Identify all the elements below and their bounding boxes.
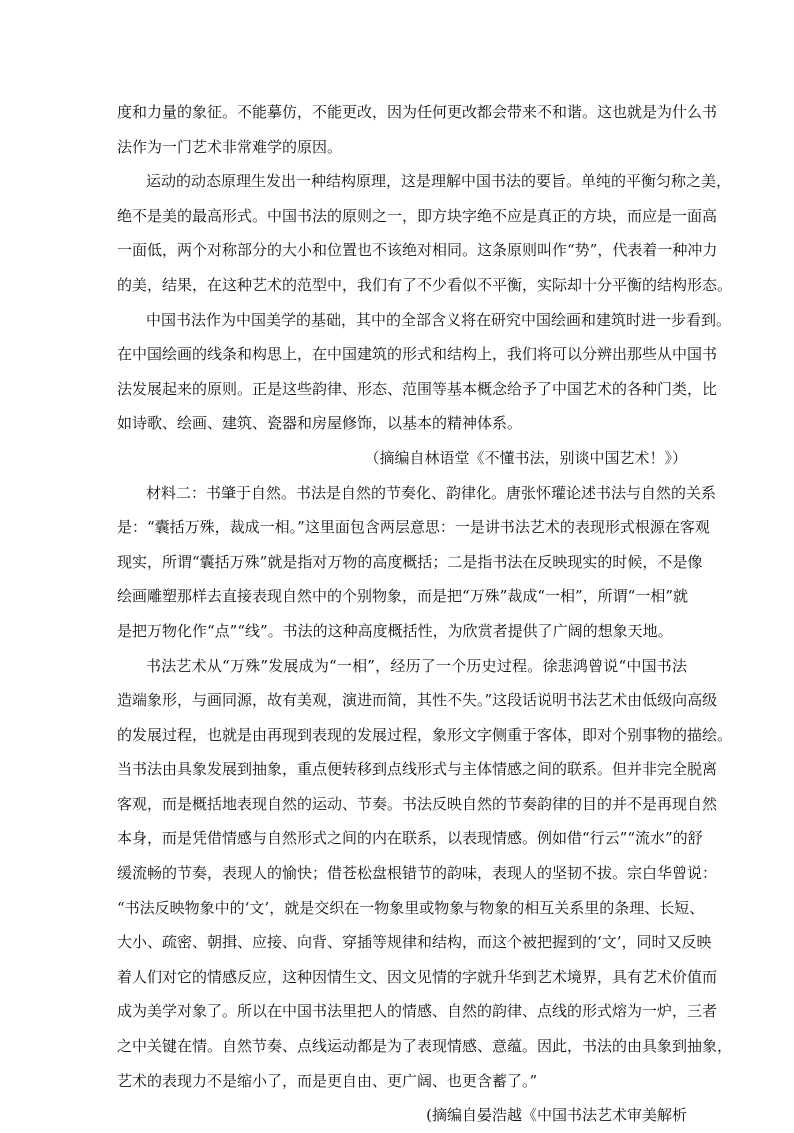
text-line: 大小、疏密、朝揖、应接、向背、穿插等规律和结构，而这个被把握到的‘文’，同时又反映: [117, 933, 712, 952]
text-line: 造端象形，与画同源，故有美观，演进而简，其性不失。”这段话说明书法艺术由低级向高级: [117, 691, 718, 710]
text-line: 法发展起来的原则。正是这些韵律、形态、范围等基本概念给予了中国艺术的各种门类，比: [117, 379, 718, 398]
text-line: 的美，结果，在这种艺术的范型中，我们有了不少看似不平衡，实际却十分平衡的结构形态。: [117, 275, 733, 294]
text-line: 艺术的表现力不是缩小了，而是更自由、更广阔、也更含蓄了。”: [117, 1071, 538, 1090]
text-line: 中国书法作为中国美学的基础，其中的全部含义将在研究中国绘画和建筑时进一步看到。: [146, 310, 732, 329]
text-line: 在中国绘画的线条和构思上，在中国建筑的形式和结构上，我们将可以分辨出那些从中国书: [117, 345, 718, 364]
text-line: 成为美学对象了。所以在中国书法里把人的情感、自然的韵律、点线的形式熔为一炉，三者: [117, 1002, 718, 1021]
text-line: 如诗歌、绘画、建筑、瓷器和房屋修饰，以基本的精神体系。: [117, 414, 523, 433]
source-citation: （摘编自林语堂《不懂书法，别谈中国艺术！》）: [364, 448, 687, 467]
text-line: 运动的动态原理生发出一种结构原理，这是理解中国书法的要旨。单纯的平衡匀称之美，: [146, 172, 732, 191]
text-line: 现实，所谓“囊括万殊”就是指对万物的高度概括；二是指书法在反映现实的时候，不是像: [117, 552, 703, 571]
text-line: 是：“囊括万殊，裁成一相。”这里面包含两层意思：一是讲书法艺术的表现形式根源在客观: [117, 518, 710, 537]
text-line: 当书法由具象发展到抽象，重点便转移到点线形式与主体情感之间的联系。但并非完全脱离: [117, 760, 718, 779]
text-line: 绝不是美的最高形式。中国书法的原则之一，即方块字绝不应是真正的方块，而应是一面高: [117, 206, 718, 225]
text-line: 的发展过程，也就是由再现到表现的发展过程，象形文字侧重于客体，即对个别事物的描绘。: [117, 725, 733, 744]
text-line: 本身，而是凭借情感与自然形式之间的内在联系，以表现情感。例如借“行云”“流水”的舒: [117, 829, 703, 848]
text-line: 绘画雕塑那样去直接表现自然中的个别物象，而是把“万殊”裁成“一相”，所谓“一相”就: [117, 587, 689, 606]
article-text: [117, 95, 733, 1133]
text-line: 度和力量的象征。不能摹仿，不能更改，因为任何更改都会带来不和谐。这也就是为什么书: [117, 103, 718, 121]
text-line: “书法反映物象中的‘文’，就是交织在一物象里或物象与物象的相互关系里的条理、长短、: [117, 898, 705, 917]
text-line: 书法艺术从“万殊”发展成为“一相”，经历了一个历史过程。徐悲鸿曾说“中国书法: [146, 656, 687, 675]
text-line: 是把万物化作“点”“线”。书法的这种高度概括性，为欣赏者提供了广阔的想象天地。: [117, 621, 673, 640]
text-line: 一面低，两个对称部分的大小和位置也不该绝对相同。这条原则叫作“势”，代表着一种冲力: [117, 241, 718, 260]
text-line: 着人们对它的情感反应，这种因情生文、因文见情的字就升华到艺术境界，具有艺术价值而: [117, 967, 718, 986]
text-line: 之中关键在情。自然节奏、点线运动都是为了表现情感、意蕴。因此，书法的由具象到抽象，: [117, 1037, 733, 1056]
source-citation: (摘编自晏浩越《中国书法艺术审美解析: [426, 1106, 687, 1125]
text-line: 缓流畅的节奏，表现人的愉快；借苍松盘根错节的韵味，表现人的坚韧不拔。宗白华曾说：: [117, 864, 718, 883]
text-line: 客观，而是概括地表现自然的运动、节奏。书法反映自然的节奏韵律的目的并不是再现自然: [117, 794, 718, 813]
text-line: 材料二：书肇于自然。书法是自然的节奏化、韵律化。唐张怀瓘论述书法与自然的关系: [146, 483, 717, 502]
text-line: 法作为一门艺术非常难学的原因。: [117, 137, 343, 156]
